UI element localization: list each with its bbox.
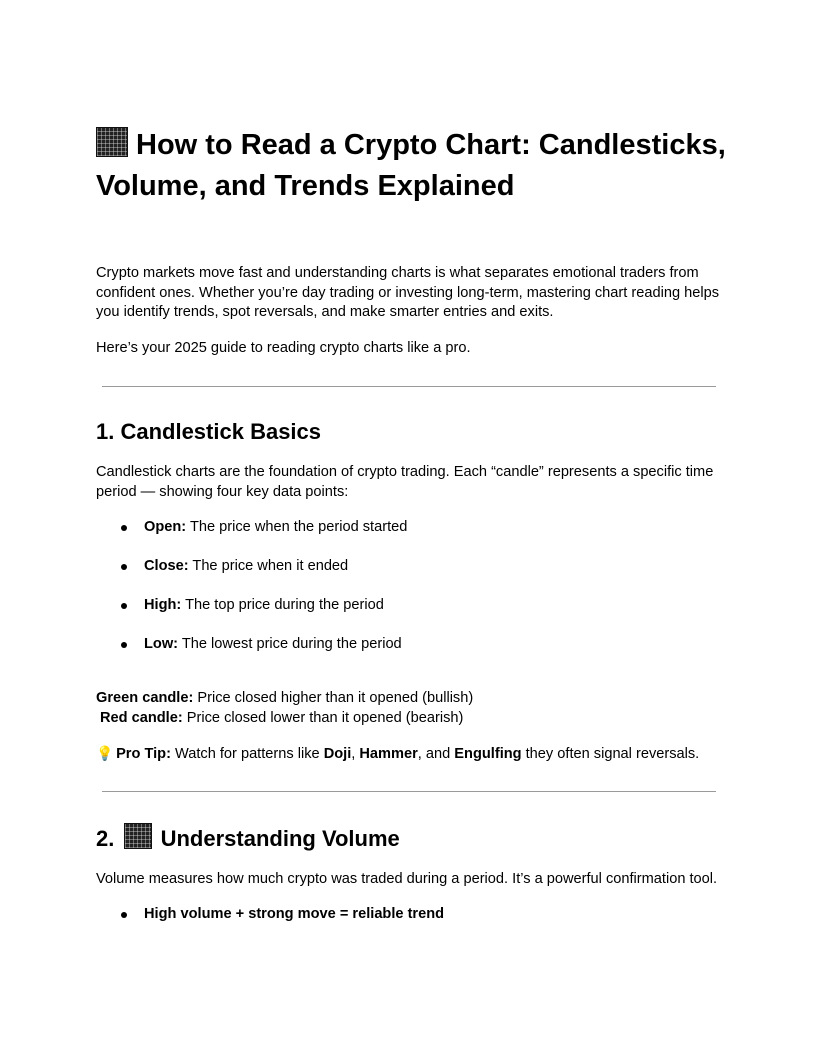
red-candle-label: Red candle: <box>100 710 183 726</box>
section1-heading: 1. Candlestick Basics <box>96 419 322 444</box>
section2-heading-text: Understanding Volume <box>160 826 400 851</box>
list-item-text: The top price during the period <box>181 597 384 613</box>
bullet-icon <box>121 603 127 609</box>
bullet-icon <box>121 912 127 918</box>
chart-icon <box>124 823 152 849</box>
list-item-label: Open: <box>144 519 187 535</box>
list-item <box>144 596 384 616</box>
section2-heading <box>96 823 400 853</box>
intro-paragraph: Crypto markets move fast and understanding charts is what separates emotional traders from confident ones. Whether you’re day trading or investing long-term, mastering chart reading helps you identify trends, spot reversals, and make smarter entries and exits. <box>96 265 719 320</box>
bullet-icon <box>121 525 127 531</box>
list-item-text: The price when it ended <box>188 558 349 574</box>
list-item-label: High: <box>144 597 182 613</box>
chart-icon <box>96 127 128 157</box>
green-candle-text: Price closed higher than it opened (bullish) <box>193 690 474 706</box>
list-item <box>144 905 444 925</box>
pattern-hammer: Hammer <box>359 746 418 762</box>
list-item-text: High volume + strong move = reliable trend <box>144 906 445 922</box>
section2-number: 2. <box>96 826 115 851</box>
list-item-text: The price when the period started <box>186 519 408 535</box>
pattern-engulfing: Engulfing <box>454 746 522 762</box>
page-title-text: How to Read a Crypto Chart: Candlesticks, Volume, and Trends Explained <box>96 129 726 202</box>
page-title <box>96 125 736 206</box>
list-item-label: Low: <box>144 636 179 652</box>
list-item <box>144 635 402 655</box>
divider <box>102 791 716 792</box>
red-candle-line <box>100 709 463 729</box>
pro-tip-text: Watch for patterns like <box>170 746 324 762</box>
list-item <box>144 518 407 538</box>
divider <box>102 386 716 387</box>
bullet-icon <box>121 564 127 570</box>
list-item-text: The lowest price during the period <box>178 636 402 652</box>
green-candle-line <box>96 689 473 709</box>
list-item-label: Close: <box>144 558 189 574</box>
bullet-icon <box>121 642 127 648</box>
section2-paragraph: Volume measures how much crypto was traded during a period. It’s a powerful confirmation tool. <box>96 871 718 887</box>
red-candle-text: Price closed lower than it opened (bearish) <box>182 710 464 726</box>
green-candle-label: Green candle: <box>96 690 194 706</box>
pro-tip-label: Pro Tip: <box>116 746 171 762</box>
pro-tip-separator: , and <box>417 746 455 762</box>
pro-tip-separator: , <box>351 746 360 762</box>
guide-line: Here’s your 2025 guide to reading crypto charts like a pro. <box>96 340 471 356</box>
pro-tip-text: they often signal reversals. <box>521 746 700 762</box>
pattern-doji: Doji <box>323 746 352 762</box>
section1-paragraph: Candlestick charts are the foundation of crypto trading. Each “candle” represents a specific time period — showing four key data points: <box>96 464 714 500</box>
light-bulb-icon: 💡 <box>96 745 114 761</box>
list-item <box>144 557 348 577</box>
pro-tip <box>96 744 699 765</box>
